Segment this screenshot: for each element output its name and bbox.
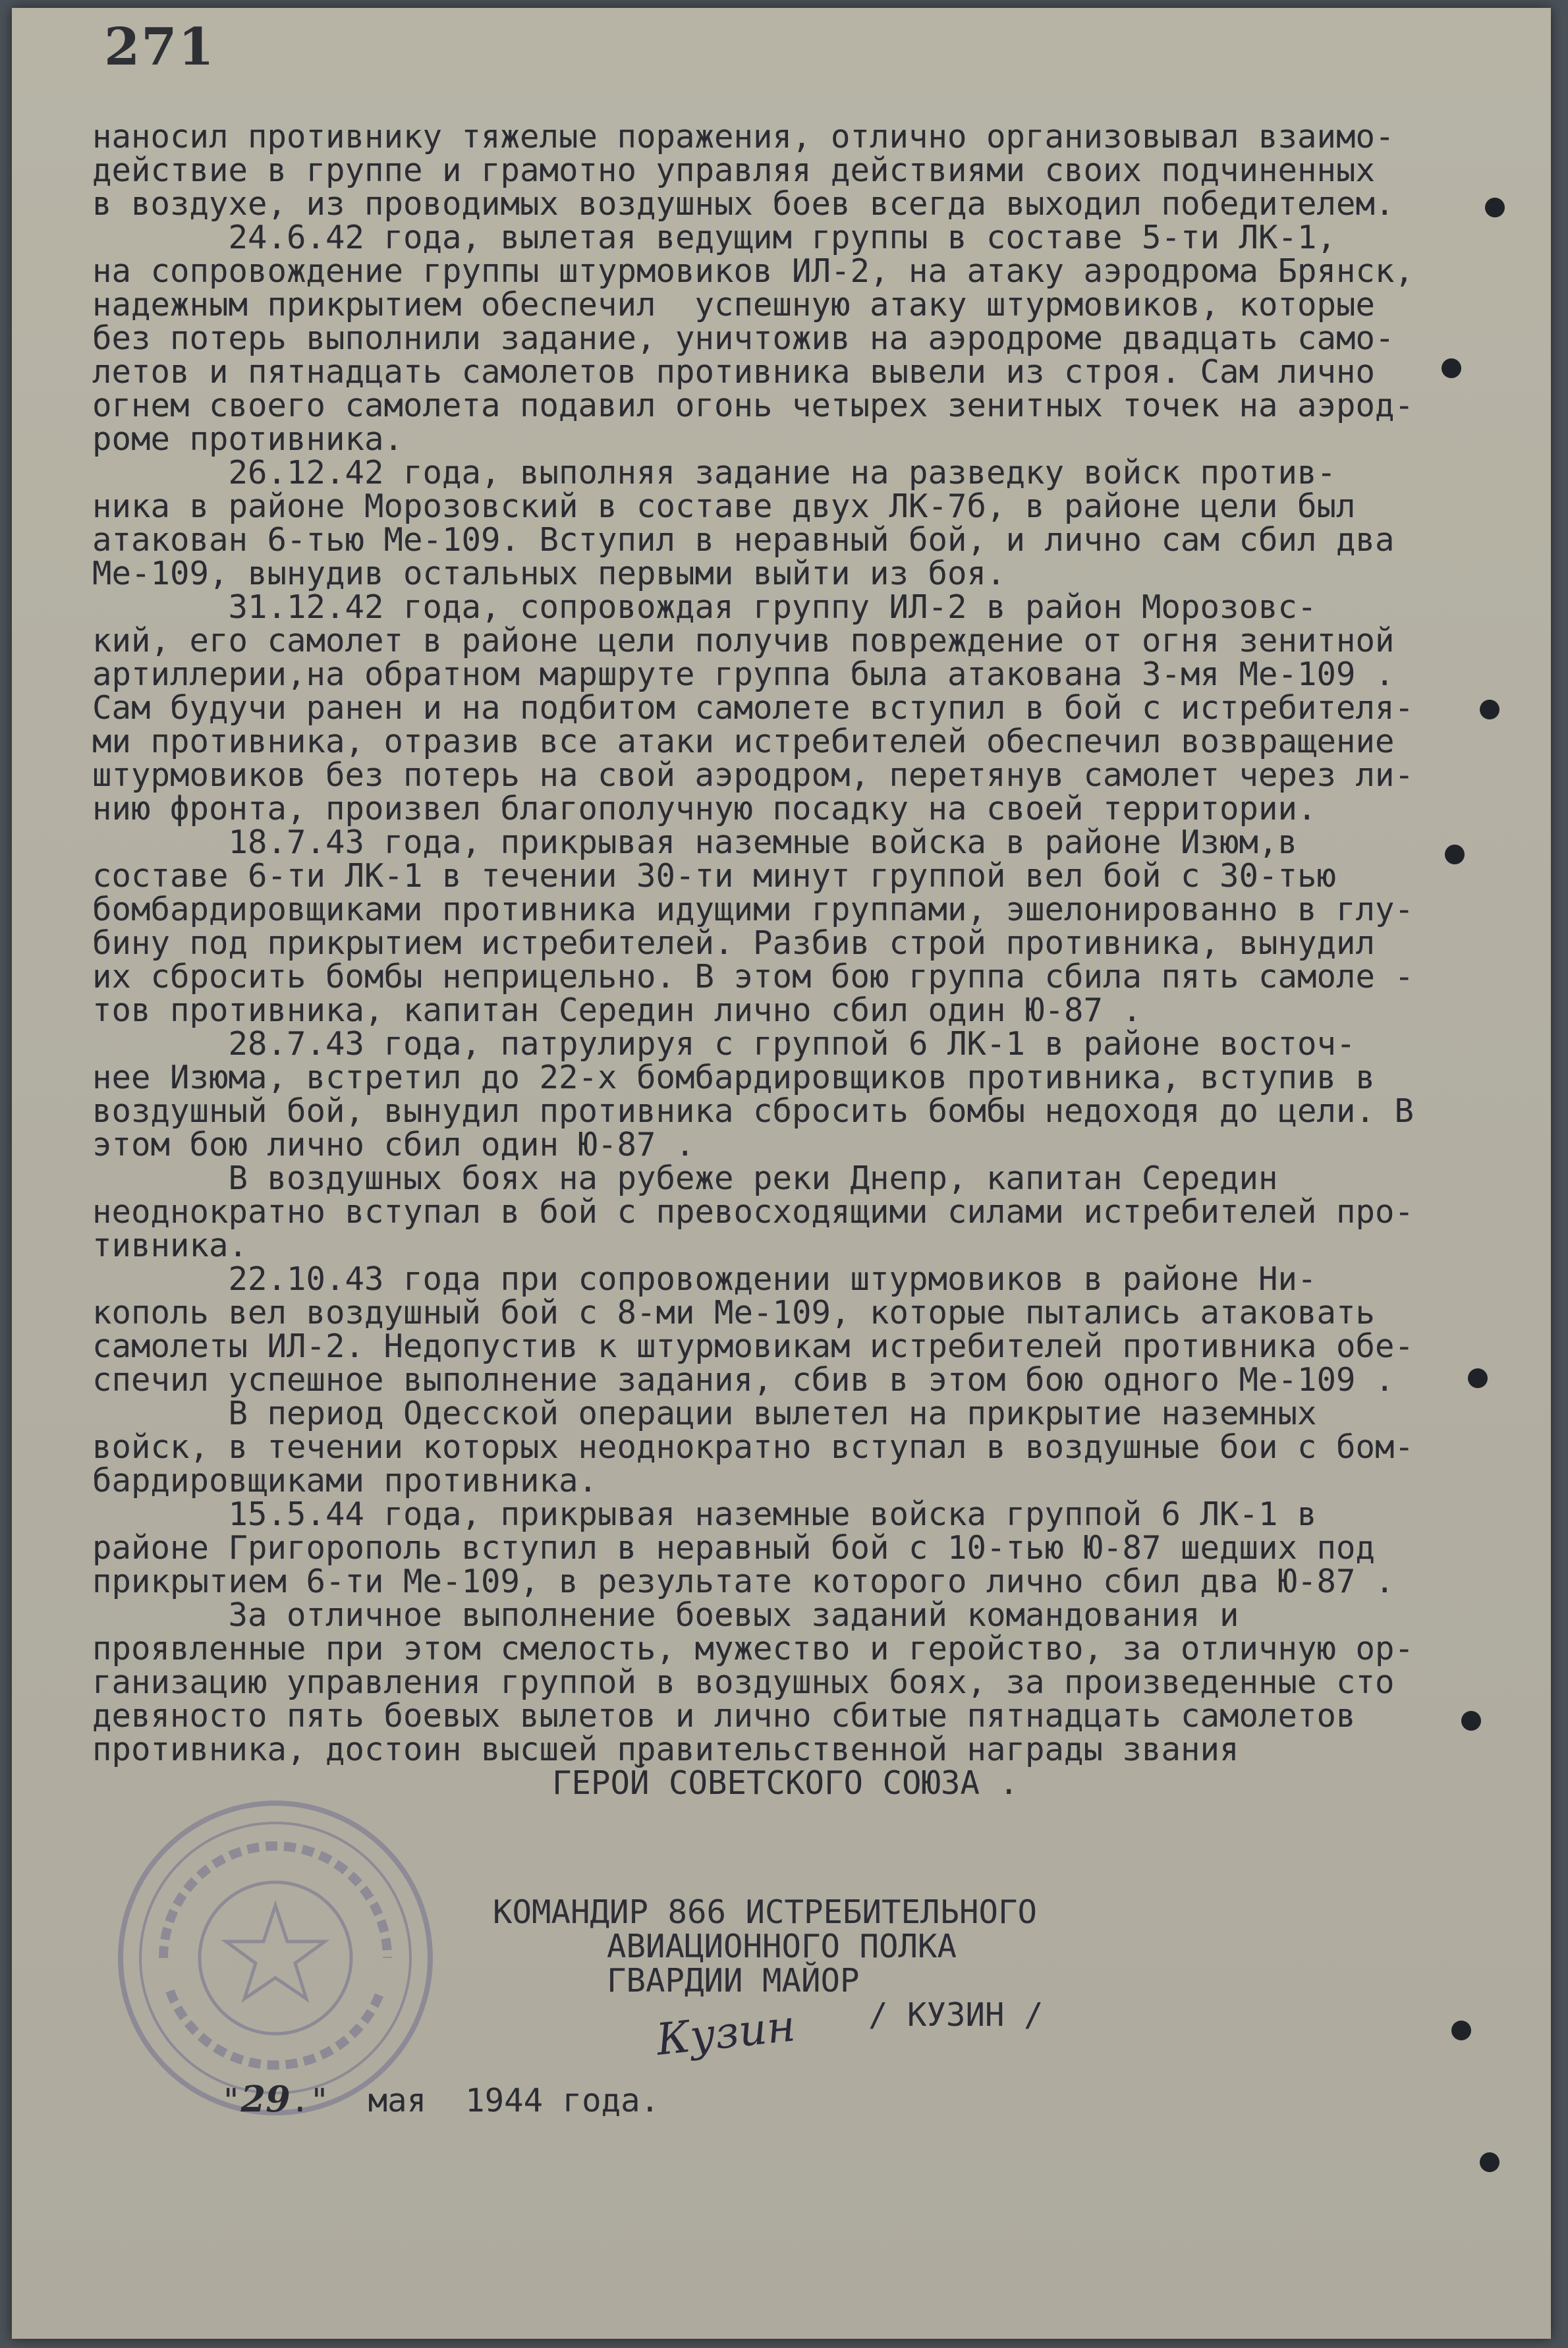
text-line: без потерь выполнили задание, уничтожив на аэродроме двадцать само- xyxy=(92,320,1395,357)
text-line: 18.7.43 года, прикрывая наземные войска в районе Изюм,в xyxy=(92,824,1298,861)
text-line: кополь вел воздушный бой с 8-ми Ме-109, которые пытались атаковать xyxy=(92,1294,1376,1331)
binding-hole xyxy=(1480,2152,1499,2172)
binding-hole xyxy=(1480,700,1499,719)
text-line: штурмовиков без потерь на свой аэродром, перетянув самолет через ли- xyxy=(92,756,1414,794)
text-line: 28.7.43 года, патрулируя с группой 6 ЛК-1 в районе восточ- xyxy=(92,1025,1356,1063)
text-line: бардировщиками противника. xyxy=(92,1462,598,1499)
text-line: бомбардировщиками противника идущими группами, эшелонированно в глу- xyxy=(92,891,1414,928)
text-line: 24.6.42 года, вылетая ведущим группы в составе 5-ти ЛК-1, xyxy=(92,219,1337,256)
text-line: девяносто пять боевых вылетов и лично сбитые пятнадцать самолетов xyxy=(92,1697,1356,1735)
binding-hole xyxy=(1468,1368,1488,1388)
text-line: на сопровождение группы штурмовиков ИЛ-2, на атаку аэродрома Брянск, xyxy=(92,252,1414,290)
text-line: 31.12.42 года, сопровождая группу ИЛ-2 в район Морозовс- xyxy=(92,588,1317,626)
text-line: огнем своего самолета подавил огонь четырех зенитных точек на аэрод- xyxy=(92,387,1414,424)
text-line: составе 6-ти ЛК-1 в течении 30-ти минут группой вел бой с 30-тью xyxy=(92,857,1337,895)
text-line: в воздухе, из проводимых воздушных боев всегда выходил победителем. xyxy=(92,185,1395,223)
document-date xyxy=(221,2078,659,2120)
text-line: 22.10.43 года при сопровождении штурмовиков в районе Ни- xyxy=(92,1260,1317,1298)
text-line: В период Одесской операции вылетел на прикрытие наземных xyxy=(92,1395,1317,1432)
text-line: тивника. xyxy=(92,1227,248,1264)
text-line: ми противника, отразив все атаки истребителей обеспечил возвращение xyxy=(92,723,1395,760)
commander-name: / КУЗИН / xyxy=(868,1996,1044,2034)
archive-page-number: 271 xyxy=(104,17,215,77)
text-line: проявленные при этом смелость, мужество и геройство, за отличную ор- xyxy=(92,1630,1414,1667)
text-line: летов и пятнадцать самолетов противника вывели из строя. Сам лично xyxy=(92,353,1376,391)
text-line: надежным прикрытием обеспечил успешную атаку штурмовиков, которые xyxy=(92,286,1376,323)
date-day: 29 xyxy=(240,2078,291,2120)
handwritten-signature: Кузин xyxy=(654,2000,798,2065)
text-line: спечил успешное выполнение задания, сбив в этом бою одного Ме-109 . xyxy=(92,1361,1395,1399)
text-line: атакован 6-тью Ме-109. Вступил в неравный бой, и лично сам сбил два xyxy=(92,521,1395,559)
text-line: кий, его самолет в районе цели получив повреждение от огня зенитной xyxy=(92,622,1395,659)
text-line: войск, в течении которых неоднократно вступал в воздушные бои с бом- xyxy=(92,1428,1414,1466)
binding-hole xyxy=(1461,1711,1481,1731)
text-line: ника в районе Морозовский в составе двух ЛК-7б, в районе цели был xyxy=(92,488,1356,525)
text-line: Сам будучи ранен и на подбитом самолете вступил в бой с истребителя- xyxy=(92,689,1414,727)
text-line: тов противника, капитан Середин лично сбил один Ю-87 . xyxy=(92,992,1142,1029)
text-line: роме противника. xyxy=(92,420,404,458)
text-line: нее Изюма, встретил до 22-х бомбардировщиков противника, вступив в xyxy=(92,1059,1376,1096)
date-month-year: ." мая 1944 года. xyxy=(290,2082,660,2119)
regiment-seal-stamp xyxy=(111,1793,440,2123)
award-text-body xyxy=(92,120,1482,1766)
binding-hole xyxy=(1451,2021,1471,2040)
document-sheet xyxy=(12,8,1551,2339)
text-line: противника, достоин высшей правительственной награды звания xyxy=(92,1731,1239,1768)
binding-hole xyxy=(1445,845,1465,864)
text-line: За отличное выполнение боевых заданий командования и xyxy=(92,1596,1239,1634)
text-line: самолеты ИЛ-2. Недопустив к штурмовикам истребителей противника обе- xyxy=(92,1328,1414,1365)
commander-rank-line: ГВАРДИИ МАЙОР xyxy=(607,1962,860,1999)
text-line: 15.5.44 года, прикрывая наземные войска группой 6 ЛК-1 в xyxy=(92,1495,1317,1533)
text-line: неоднократно вступал в бой с превосходящими силами истребителей про- xyxy=(92,1193,1414,1231)
text-line: районе Григорополь вступил в неравный бой с 10-тью Ю-87 шедших под xyxy=(92,1529,1376,1567)
text-line: воздушный бой, вынудил противника сбросить бомбы недоходя до цели. В xyxy=(92,1092,1414,1130)
text-line: прикрытием 6-ти Ме-109, в результате которого лично сбил два Ю-87 . xyxy=(92,1563,1395,1600)
date-open-quote: " xyxy=(221,2082,241,2119)
text-line: наносил противнику тяжелые поражения, отлично организовывал взаимо- xyxy=(92,118,1395,155)
binding-hole xyxy=(1485,198,1505,217)
award-title: ГЕРОЙ СОВЕТСКОГО СОЮЗА . xyxy=(552,1764,1019,1802)
text-line: Ме-109, вынудив остальных первыми выйти из боя. xyxy=(92,555,1006,592)
text-line: ганизацию управления группой в воздушных боях, за произведенные сто xyxy=(92,1663,1395,1701)
text-line: этом бою лично сбил один Ю-87 . xyxy=(92,1126,695,1163)
text-line: бину под прикрытием истребителей. Разбив строй противника, вынудил xyxy=(92,924,1376,962)
commander-signature-block xyxy=(493,1895,1037,1998)
text-line: нию фронта, произвел благополучную посадку на своей территории. xyxy=(92,790,1317,827)
text-line: В воздушных боях на рубеже реки Днепр, капитан Середин xyxy=(92,1160,1278,1197)
text-line: 26.12.42 года, выполняя задание на разведку войск против- xyxy=(92,454,1337,491)
commander-regiment-line: АВИАЦИОННОГО ПОЛКА xyxy=(607,1928,957,1965)
binding-hole xyxy=(1442,358,1461,378)
text-line: действие в группе и грамотно управляя действиями своих подчиненных xyxy=(92,152,1376,189)
commander-position-line: КОМАНДИР 866 ИСТРЕБИТЕЛЬНОГО xyxy=(493,1893,1038,1931)
text-line: артиллерии,на обратном маршруте группа была атакована 3-мя Ме-109 . xyxy=(92,656,1395,693)
text-line: их сбросить бомбы неприцельно. В этом бою группа сбила пять самоле - xyxy=(92,958,1414,995)
